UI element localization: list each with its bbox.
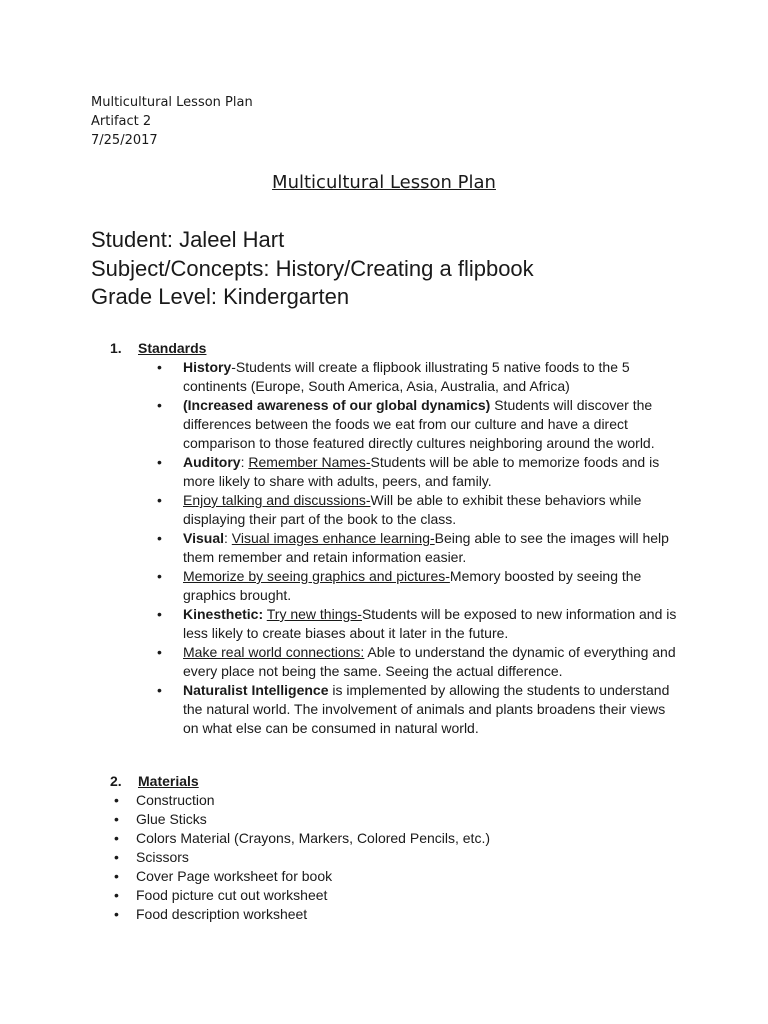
header-course-title: Multicultural Lesson Plan (91, 95, 253, 110)
material-item (114, 791, 490, 810)
standard-subheading: Enjoy talking and discussions- (183, 492, 371, 508)
bullet-icon: • (157, 397, 162, 413)
standard-text: Students will be exposed to new information and is less likely to create biases about it later in the future. (183, 606, 677, 641)
standards-list (157, 358, 682, 738)
standard-item (157, 567, 682, 605)
material-item (114, 829, 490, 848)
bullet-icon: • (114, 906, 119, 922)
standard-subheading: Memorize by seeing graphics and pictures- (183, 568, 450, 584)
standard-subheading: Visual images enhance learning- (231, 530, 435, 546)
standard-subheading: Try new things- (266, 606, 362, 622)
material-item (114, 810, 490, 829)
subject-line: Subject/Concepts: History/Creating a flipbook (91, 255, 534, 281)
bullet-icon: • (114, 849, 119, 865)
document-header (91, 93, 253, 150)
bullet-icon: • (157, 606, 162, 622)
header-date: 7/25/2017 (91, 133, 158, 148)
page-title-wrapper (0, 172, 768, 193)
standard-label: History (183, 359, 232, 375)
standard-subheading: Make real world connections: (183, 644, 365, 660)
standard-label: Visual (183, 530, 224, 546)
bullet-icon: • (157, 530, 162, 546)
standard-item (157, 396, 682, 453)
header-artifact: Artifact 2 (91, 114, 152, 129)
standard-label: Naturalist Intelligence (183, 682, 329, 698)
standard-text: Students will be able to memorize foods and is more likely to share with adults, peers, and family. (183, 454, 660, 489)
standard-text: Students will discover the differences between the foods we eat from our culture and have a direct comparison to those featured directly cultures neighboring around the world. (183, 397, 655, 451)
material-item (114, 905, 490, 924)
grade-line: Grade Level: Kindergarten (91, 284, 350, 309)
standard-text: Memory boosted by seeing the graphics brought. (183, 568, 642, 603)
bullet-icon: • (114, 792, 119, 808)
standard-item (157, 491, 682, 529)
materials-title: Materials (138, 773, 199, 789)
standard-label: Auditory (183, 454, 241, 470)
bullet-icon: • (157, 644, 162, 660)
standard-item (157, 358, 682, 396)
standards-heading (110, 339, 206, 358)
bullet-icon: • (157, 568, 162, 584)
material-item (114, 848, 490, 867)
lesson-meta (91, 226, 534, 312)
page-title: Multicultural Lesson Plan (272, 172, 496, 193)
bullet-icon: • (114, 868, 119, 884)
standard-text: -Students will create a flipbook illustrating 5 native foods to the 5 continents (Europe, South America, Asia, Australia, and Africa) (183, 359, 630, 394)
standard-separator: : (224, 530, 232, 546)
standard-subheading: Remember Names- (248, 454, 371, 470)
standard-text: Being able to see the images will help them remember and retain information easier. (183, 530, 669, 565)
standard-text: Will be able to exhibit these behaviors while displaying their part of the book to the class. (183, 492, 642, 527)
standard-text: Able to understand the dynamic of everything and every place not being the same. Seeing the actual difference. (183, 644, 676, 679)
materials-heading (110, 772, 199, 791)
material-text: Construction (136, 792, 215, 808)
bullet-icon: • (157, 359, 162, 375)
standard-item (157, 529, 682, 567)
standard-separator: : (240, 454, 249, 470)
bullet-icon: • (157, 492, 162, 508)
material-text: Glue Sticks (136, 811, 207, 827)
standard-label: Kinesthetic: (183, 606, 264, 622)
standard-item (157, 643, 682, 681)
material-text: Food description worksheet (136, 906, 308, 922)
standard-item (157, 453, 682, 491)
material-item (114, 867, 490, 886)
materials-number: 2. (110, 773, 122, 789)
standard-item (157, 605, 682, 643)
materials-list (114, 791, 490, 924)
bullet-icon: • (114, 830, 119, 846)
student-line: Student: Jaleel Hart (91, 227, 285, 252)
standards-number: 1. (110, 340, 122, 356)
standard-label: (Increased awareness of our global dynamics) (183, 397, 491, 413)
standard-text: is implemented by allowing the students to understand the natural world. The involvement of animals and plants broadens their views on what else can be consumed in natural world. (183, 682, 670, 736)
bullet-icon: • (157, 454, 162, 470)
material-text: Food picture cut out worksheet (136, 887, 328, 903)
bullet-icon: • (114, 887, 119, 903)
standards-title: Standards (138, 340, 207, 356)
material-text: Scissors (136, 849, 189, 865)
material-item (114, 886, 490, 905)
material-text: Cover Page worksheet for book (136, 868, 333, 884)
bullet-icon: • (157, 682, 162, 698)
standard-item (157, 681, 682, 738)
material-text: Colors Material (Crayons, Markers, Colored Pencils, etc.) (136, 830, 490, 846)
bullet-icon: • (114, 811, 119, 827)
